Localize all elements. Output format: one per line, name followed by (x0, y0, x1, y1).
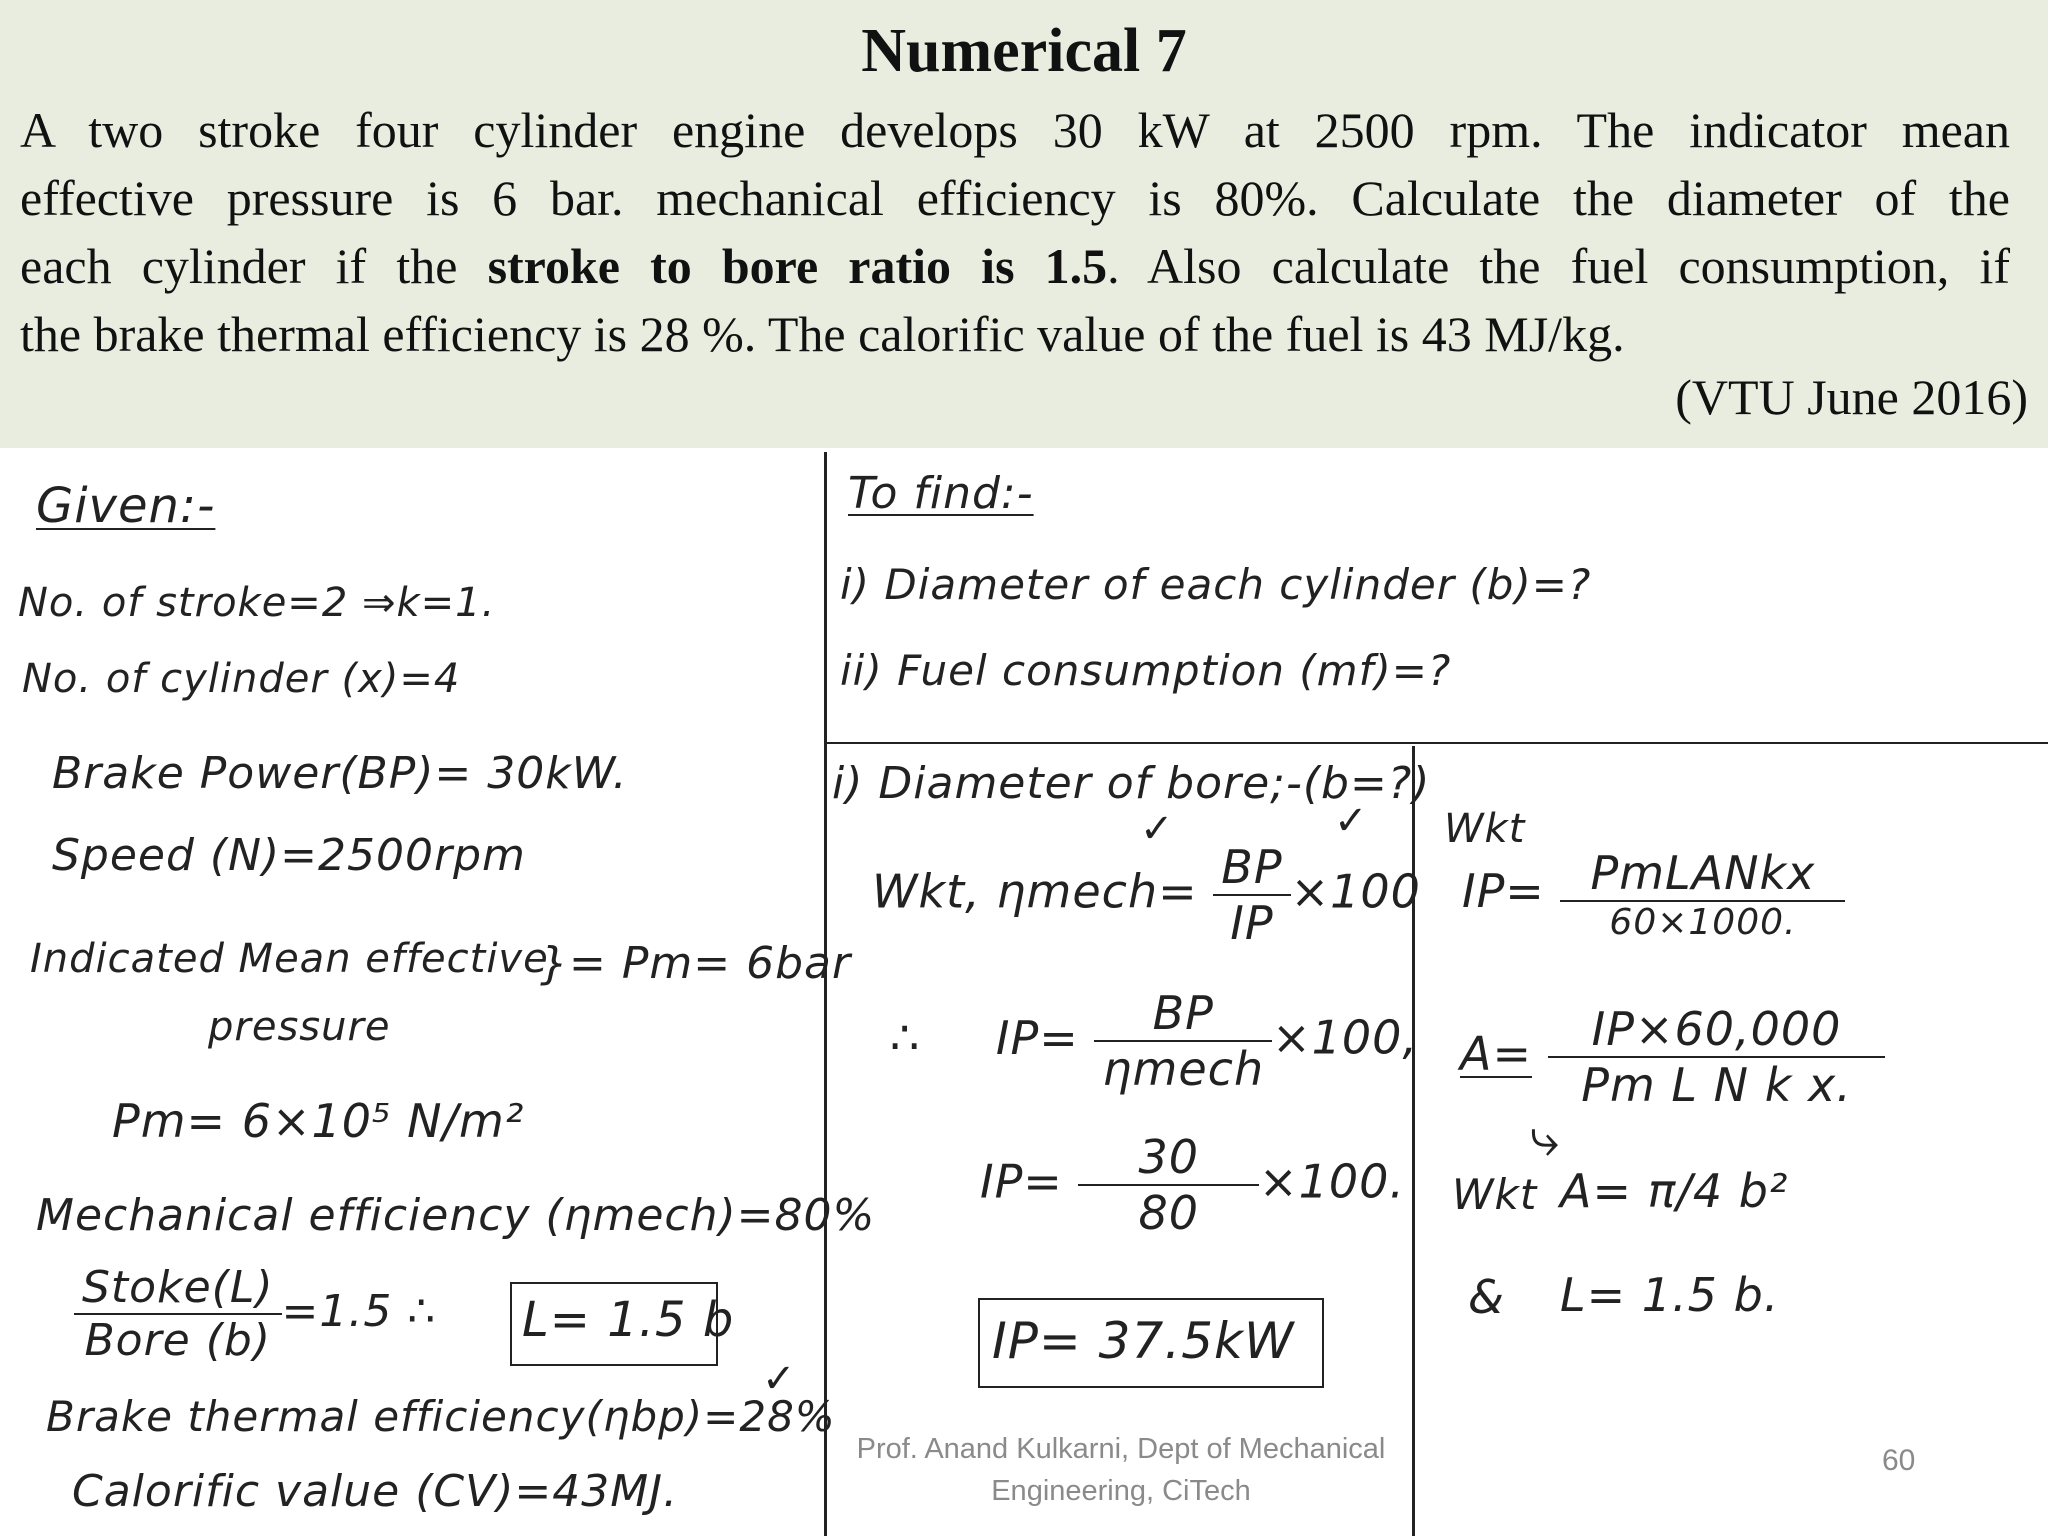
mech-eff-lhs: Wkt, ηmech= (872, 864, 1198, 919)
ip-general-fraction (1560, 846, 1845, 943)
ip-substituted-denominator: 80 (1138, 1186, 1200, 1240)
given-brake-thermal-efficiency: Brake thermal efficiency(ηbp)=28% (46, 1392, 836, 1441)
ip-general-numerator: PmLANkx (1560, 846, 1845, 902)
mech-eff-multiplier: ×100 (1290, 864, 1421, 919)
ip-general-denominator: 60×1000. (1609, 902, 1797, 943)
given-mech-efficiency: Mechanical efficiency (ηmech)=80% (36, 1190, 876, 1241)
given-imep-label-cont: pressure (208, 1004, 391, 1050)
ip-substituted-fraction (1078, 1130, 1259, 1240)
part2-wkt-second: Wkt (1452, 1170, 1538, 1219)
ip-rearranged-numerator: BP (1094, 986, 1272, 1042)
part2-wkt: Wkt (1444, 806, 1526, 852)
ip-general-formula (1462, 846, 1845, 943)
area-circle-formula: A= π/4 b² (1560, 1164, 1789, 1218)
area-numerator: IP×60,000 (1548, 1002, 1886, 1058)
ratio-denominator: Bore (b) (84, 1315, 271, 1366)
problem-header (0, 0, 2048, 448)
to-find-heading: To find:- (848, 468, 1034, 519)
check-mark-icon: ✓ (1140, 806, 1174, 852)
given-calorific-value: Calorific value (CV)=43MJ. (72, 1466, 679, 1517)
ip-rearranged-multiplier: ×100, (1272, 1010, 1419, 1065)
given-brake-power: Brake Power(BP)= 30kW. (52, 748, 628, 799)
ratio-fraction (74, 1262, 282, 1366)
part1-heading: i) Diameter of bore;-(b=?) (832, 758, 1431, 809)
given-imep-label: Indicated Mean effective (30, 936, 549, 982)
therefore-symbol: ∴ (890, 1010, 921, 1065)
stroke-length-relation: L= 1.5 b. (1560, 1268, 1780, 1322)
problem-line-3 (20, 232, 2010, 300)
given-stroke-bore-ratio (74, 1262, 436, 1366)
mech-eff-fraction (1213, 840, 1290, 950)
ip-label: IP= (980, 1154, 1063, 1209)
ip-label: IP= (995, 1010, 1079, 1065)
footer-credit-line-1: Prof. Anand Kulkarni, Dept of Mechanical (856, 1433, 1386, 1465)
check-mark-icon: ✓ (762, 1356, 796, 1402)
problem-line-1: A two stroke four cylinder engine develops 30 kW at 2500 rpm. The indicator mean (20, 102, 2010, 158)
page-number: 60 (1882, 1444, 1916, 1477)
to-find-fuel-consumption: ii) Fuel consumption (mf)=? (840, 646, 1452, 695)
ip-rearranged-formula (890, 986, 1418, 1096)
mech-eff-numerator: BP (1213, 840, 1290, 896)
area-formula (1460, 1002, 1885, 1112)
stroke-bore-boxed-text: L= 1.5 b (522, 1292, 735, 1348)
ip-substituted-numerator: 30 (1078, 1130, 1259, 1186)
curved-arrow-icon: ⤷ (1530, 1108, 1560, 1168)
ratio-value: =1.5 ∴ (281, 1286, 437, 1337)
to-find-diameter: i) Diameter of each cylinder (b)=? (840, 560, 1592, 609)
mech-eff-formula (872, 840, 1421, 950)
ip-substituted-formula (980, 1130, 1405, 1240)
ip-general-label: IP= (1462, 864, 1545, 918)
problem-line-2: effective pressure is 6 bar. mechanical efficiency is 80%. Calculate the diameter of the (20, 170, 2010, 226)
given-pm-si: Pm= 6×10⁵ N/m² (112, 1094, 525, 1148)
given-cylinders: No. of cylinder (x)=4 (22, 656, 461, 702)
ip-rearranged-fraction (1094, 986, 1272, 1096)
area-denominator: Pm L N k x. (1581, 1058, 1852, 1112)
mech-eff-denominator: IP (1230, 896, 1274, 950)
divider-vertical-left (824, 452, 827, 1536)
ratio-numerator: Stoke(L) (74, 1262, 282, 1315)
stroke-bore-ratio-emphasis: stroke to bore ratio is 1.5 (487, 238, 1108, 294)
area-fraction (1548, 1002, 1886, 1112)
problem-line-3-end: . Also calculate the fuel consumption, if (1107, 238, 2010, 294)
ip-boxed-result-text: IP= 37.5kW (992, 1312, 1295, 1370)
given-heading: Given:- (36, 478, 216, 534)
problem-line-4: the brake thermal efficiency is 28 %. The calorific value of the fuel is 43 MJ/kg. (20, 306, 1625, 362)
ip-substituted-multiplier: ×100. (1259, 1154, 1405, 1209)
footer-credit-line-2: Engineering, CiTech (991, 1475, 1251, 1507)
problem-source: (VTU June 2016) (1675, 369, 2028, 425)
problem-statement (20, 96, 2010, 368)
ampersand: & (1468, 1270, 1505, 1324)
area-label: A= (1460, 1026, 1533, 1081)
slide-title: Numerical 7 (861, 17, 1187, 85)
check-mark-icon: ✓ (1334, 798, 1368, 844)
divider-horizontal (824, 742, 2048, 744)
given-strokes: No. of stroke=2 ⇒k=1. (18, 580, 496, 626)
problem-line-3-start: each cylinder if the (20, 238, 488, 294)
footer-credit (826, 1428, 1416, 1512)
given-speed: Speed (N)=2500rpm (52, 830, 526, 881)
ip-rearranged-denominator: ηmech (1102, 1042, 1265, 1096)
given-imep-value: }= Pm= 6bar (540, 938, 852, 989)
